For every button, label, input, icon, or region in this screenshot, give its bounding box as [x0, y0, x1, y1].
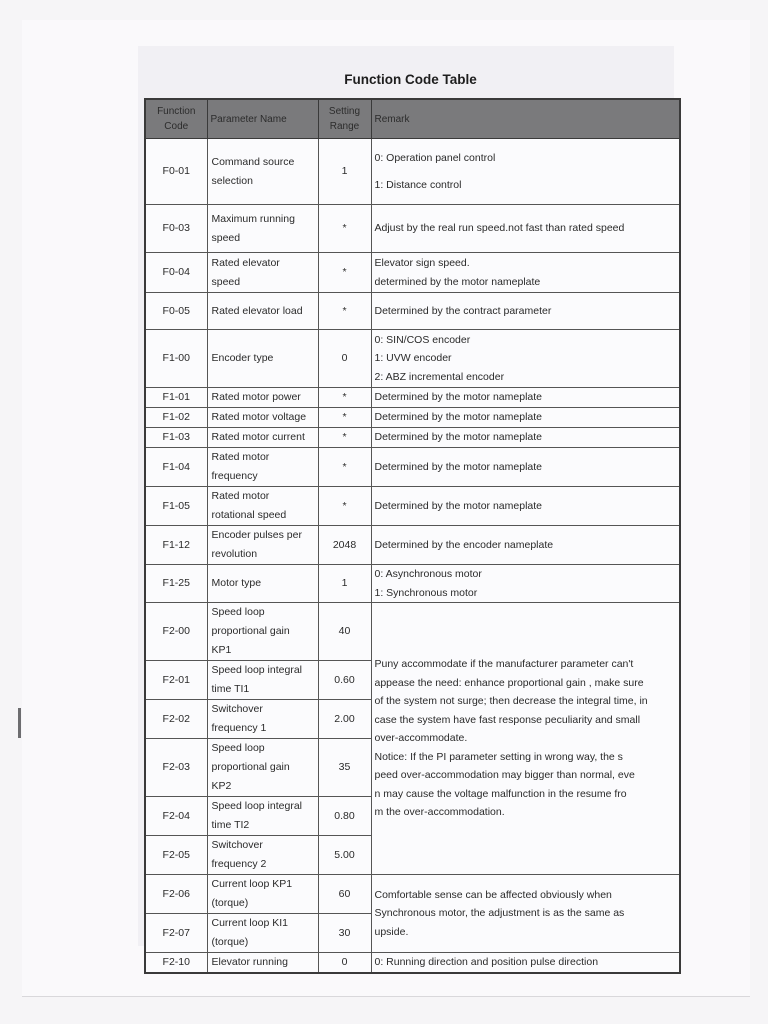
table-row [145, 603, 680, 661]
header-parameter-name: Parameter Name [207, 99, 318, 139]
setting-range: * [318, 428, 371, 448]
parameter-name: Speed loop proportional gain KP1 [207, 603, 318, 661]
setting-range: 40 [318, 603, 371, 661]
remark: 0: Running direction and position pulse direction [371, 953, 680, 974]
table-row [145, 408, 680, 428]
function-code: F2-02 [145, 700, 207, 739]
setting-range: 2.00 [318, 700, 371, 739]
table-row [145, 953, 680, 974]
setting-range: * [318, 487, 371, 526]
function-code: F0-01 [145, 139, 207, 205]
parameter-name: Switchover frequency 2 [207, 836, 318, 875]
remark: Adjust by the real run speed.not fast than rated speed [371, 205, 680, 253]
remark: 0: SIN/COS encoder 1: UVW encoder 2: ABZ incremental encoder [371, 330, 680, 388]
parameter-name: Rated motor power [207, 388, 318, 408]
remark: Determined by the contract parameter [371, 293, 680, 330]
parameter-name: Speed loop integral time TI1 [207, 661, 318, 700]
parameter-name: Rated elevator speed [207, 253, 318, 293]
function-code: F2-01 [145, 661, 207, 700]
speed-loop-remark: Puny accommodate if the manufacturer parameter can't appease the need: enhance proportional gain , make sure of the system not surge; then decrease the integral time, in case the system have fast response peculiarity and small over-accommodate. Notice: If the PI parameter setting in wrong way, the s peed over-accommodation may bigger than normal, eve n may cause the voltage malfunction in the resume fro m the over-accommodation. [371, 603, 680, 875]
table-row [145, 388, 680, 408]
parameter-name: Rated motor current [207, 428, 318, 448]
function-code: F2-10 [145, 953, 207, 974]
remark: Determined by the motor nameplate [371, 428, 680, 448]
table-row [145, 526, 680, 565]
function-code: F1-03 [145, 428, 207, 448]
table-row [145, 875, 680, 914]
parameter-name: Rated motor voltage [207, 408, 318, 428]
parameter-name: Current loop KI1 (torque) [207, 914, 318, 953]
parameter-name: Motor type [207, 565, 318, 603]
table-row [145, 487, 680, 526]
parameter-name: Switchover frequency 1 [207, 700, 318, 739]
parameter-name: Rated motor frequency [207, 448, 318, 487]
function-code: F1-04 [145, 448, 207, 487]
parameter-name: Current loop KP1 (torque) [207, 875, 318, 914]
remark: Determined by the motor nameplate [371, 388, 680, 408]
page-title: Function Code Table [344, 72, 477, 87]
setting-range: 0.60 [318, 661, 371, 700]
remark: Elevator sign speed. determined by the motor nameplate [371, 253, 680, 293]
function-code: F2-05 [145, 836, 207, 875]
binder-mark [18, 708, 21, 738]
setting-range: * [318, 253, 371, 293]
setting-range: * [318, 205, 371, 253]
setting-range: * [318, 293, 371, 330]
function-code: F0-03 [145, 205, 207, 253]
table-row [145, 330, 680, 388]
setting-range: 1 [318, 139, 371, 205]
function-code: F1-00 [145, 330, 207, 388]
header-function-code: Function Code [145, 99, 207, 139]
table-header-row [145, 99, 680, 139]
function-code: F1-01 [145, 388, 207, 408]
parameter-name: Elevator running [207, 953, 318, 974]
function-code: F1-12 [145, 526, 207, 565]
table-row [145, 565, 680, 603]
parameter-name: Rated elevator load [207, 293, 318, 330]
table-row [145, 428, 680, 448]
table-row [145, 205, 680, 253]
function-code: F1-25 [145, 565, 207, 603]
function-code: F2-03 [145, 739, 207, 797]
parameter-name: Encoder type [207, 330, 318, 388]
remark: Determined by the encoder nameplate [371, 526, 680, 565]
function-code: F0-05 [145, 293, 207, 330]
function-code: F1-02 [145, 408, 207, 428]
setting-range: 35 [318, 739, 371, 797]
setting-range: 30 [318, 914, 371, 953]
setting-range: * [318, 448, 371, 487]
remark: Determined by the motor nameplate [371, 448, 680, 487]
setting-range: 0 [318, 953, 371, 974]
parameter-name: Speed loop integral time TI2 [207, 797, 318, 836]
function-code: F2-04 [145, 797, 207, 836]
table-row [145, 293, 680, 330]
function-code-table [144, 98, 681, 974]
table-row [145, 253, 680, 293]
setting-range: 0 [318, 330, 371, 388]
setting-range: 60 [318, 875, 371, 914]
header-remark: Remark [371, 99, 680, 139]
remark: 0: Operation panel control 1: Distance control [371, 139, 680, 205]
parameter-name: Rated motor rotational speed [207, 487, 318, 526]
setting-range: 1 [318, 565, 371, 603]
table-row [145, 448, 680, 487]
function-code: F2-06 [145, 875, 207, 914]
setting-range: 0.80 [318, 797, 371, 836]
parameter-name: Encoder pulses per revolution [207, 526, 318, 565]
remark: Determined by the motor nameplate [371, 408, 680, 428]
function-code: F2-00 [145, 603, 207, 661]
function-code: F0-04 [145, 253, 207, 293]
setting-range: 5.00 [318, 836, 371, 875]
setting-range: 2048 [318, 526, 371, 565]
function-code: F2-07 [145, 914, 207, 953]
remark: 0: Asynchronous motor 1: Synchronous motor [371, 565, 680, 603]
parameter-name: Maximum running speed [207, 205, 318, 253]
table-row [145, 139, 680, 205]
function-code: F1-05 [145, 487, 207, 526]
current-loop-remark: Comfortable sense can be affected obviously when Synchronous motor, the adjustment is as the same as upside. [371, 875, 680, 953]
setting-range: * [318, 408, 371, 428]
header-setting-range: Setting Range [318, 99, 371, 139]
parameter-name: Command source selection [207, 139, 318, 205]
remark: Determined by the motor nameplate [371, 487, 680, 526]
parameter-name: Speed loop proportional gain KP2 [207, 739, 318, 797]
setting-range: * [318, 388, 371, 408]
